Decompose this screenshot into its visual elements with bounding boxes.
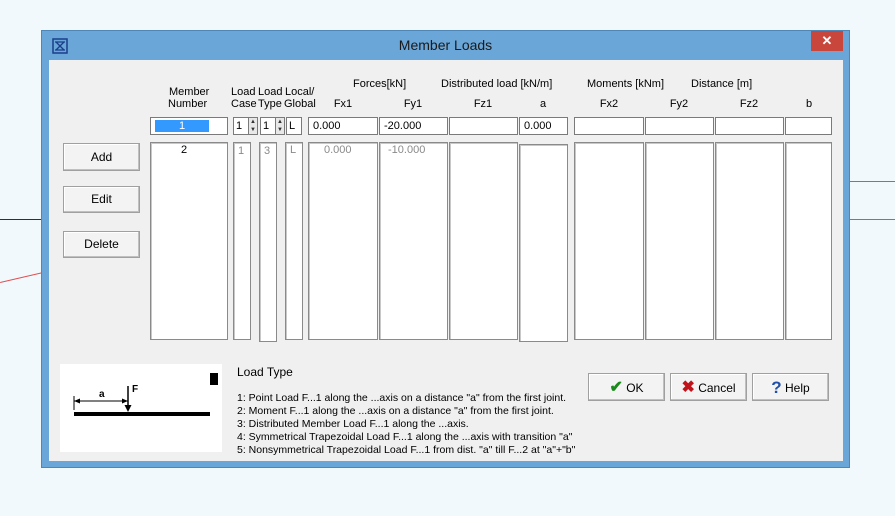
add-button[interactable]: Add: [63, 143, 140, 171]
load-type-line: 5: Nonsymmetrical Trapezoidal Load F...1 from dist. "a" till F...2 at "a"+"b": [237, 444, 576, 456]
load-case-value: 1: [236, 120, 243, 132]
member-number-input[interactable]: [150, 117, 228, 135]
fx2-list[interactable]: [574, 142, 644, 340]
header-type: Type: [258, 98, 282, 110]
header-member: Member: [169, 86, 210, 98]
point-load-diagram: [60, 364, 222, 452]
header-global: Global: [284, 98, 316, 110]
load-type-list[interactable]: [259, 142, 277, 342]
list-item-member[interactable]: 2: [181, 144, 188, 156]
background-line-red-right-2: [850, 219, 895, 220]
header-b: b: [805, 98, 813, 110]
b-list[interactable]: [785, 142, 832, 340]
local-global-list[interactable]: [285, 142, 303, 340]
spin-up-icon[interactable]: ▲: [250, 119, 256, 125]
ok-label: OK: [626, 380, 644, 395]
ok-button[interactable]: [588, 373, 665, 401]
header-distributed: Distributed load [kN/m]: [441, 78, 553, 90]
fx2-input[interactable]: [574, 117, 644, 135]
load-type-line: 1: Point Load F...1 along the ...axis on a distance "a" from the first joint.: [237, 392, 567, 404]
local-global-value: L: [289, 120, 296, 132]
header-fy2: Fy2: [669, 98, 689, 110]
header-case: Case: [231, 98, 257, 110]
fz2-input[interactable]: [715, 117, 784, 135]
header-moments: Moments [kNm]: [587, 78, 665, 90]
list-item-fy1[interactable]: -10.000: [388, 144, 426, 156]
list-item-case[interactable]: 1: [238, 145, 245, 157]
header-fx1: Fx1: [333, 98, 353, 110]
header-local: Local/: [285, 86, 315, 98]
load-type-value: 1: [263, 120, 270, 132]
diagram-label-f: F: [132, 384, 139, 395]
header-load-type-1: Load: [258, 86, 283, 98]
dialog-client-area: [49, 60, 843, 461]
help-label: Help: [785, 380, 810, 395]
diagram-label-a: a: [99, 389, 105, 400]
fy1-input[interactable]: -20.000: [379, 117, 448, 135]
load-type-line: 4: Symmetrical Trapezoidal Load F...1 along the ...axis with transition "a": [237, 431, 573, 443]
header-forces: Forces[kN]: [353, 78, 407, 90]
delete-button[interactable]: Delete: [63, 231, 140, 258]
list-item-fx1[interactable]: 0.000: [324, 144, 352, 156]
fz2-list[interactable]: [715, 142, 784, 340]
list-item-local[interactable]: L: [290, 144, 297, 156]
header-a: a: [539, 98, 547, 110]
load-type-title: Load Type: [237, 365, 293, 379]
spin-down-icon[interactable]: ▼: [277, 127, 283, 133]
question-icon: ?: [771, 377, 782, 397]
fx1-input[interactable]: 0.000: [308, 117, 378, 135]
header-number: Number: [168, 98, 208, 110]
check-icon: ✔: [609, 378, 623, 396]
cancel-label: Cancel: [698, 380, 736, 395]
fz1-input[interactable]: [449, 117, 518, 135]
spin-down-icon[interactable]: ▼: [250, 127, 256, 133]
header-fz1: Fz1: [473, 98, 493, 110]
title-bar: [42, 31, 849, 60]
close-icon: ✕: [821, 33, 833, 48]
b-input[interactable]: [785, 117, 832, 135]
background-line-black: [0, 219, 41, 220]
load-case-list[interactable]: [233, 142, 251, 340]
cancel-button[interactable]: [670, 373, 747, 401]
fy2-list[interactable]: [645, 142, 714, 340]
load-type-spinner[interactable]: [275, 117, 285, 135]
local-global-input[interactable]: [286, 117, 302, 135]
dialog-title: Member Loads: [398, 37, 493, 53]
x-icon: ✖: [681, 378, 695, 396]
header-fy1: Fy1: [403, 98, 423, 110]
edit-button[interactable]: Edit: [63, 186, 140, 213]
fy1-list[interactable]: [379, 142, 448, 340]
a-list[interactable]: [519, 144, 568, 342]
load-diagram: [60, 364, 222, 452]
header-distance: Distance [m]: [691, 78, 753, 90]
fz1-list[interactable]: [449, 142, 518, 340]
list-item-type[interactable]: 3: [264, 145, 271, 157]
load-case-input[interactable]: [233, 117, 249, 135]
spin-up-icon[interactable]: ▲: [277, 119, 283, 125]
member-number-list[interactable]: [150, 142, 228, 340]
a-input[interactable]: 0.000: [519, 117, 568, 135]
load-type-input[interactable]: [260, 117, 276, 135]
close-button[interactable]: [811, 31, 843, 51]
header-load-case-1: Load: [231, 86, 256, 98]
header-fz2: Fz2: [739, 98, 759, 110]
header-fx2: Fx2: [599, 98, 619, 110]
load-case-spinner[interactable]: [248, 117, 258, 135]
fx1-list[interactable]: [308, 142, 378, 340]
background-line-red-right-1: [850, 181, 895, 182]
load-type-line: 2: Moment F...1 along the ...axis on a distance "a" from the first joint.: [237, 405, 554, 417]
member-number-value: 1: [155, 120, 209, 132]
member-loads-dialog: [41, 30, 850, 468]
help-button[interactable]: [752, 373, 829, 401]
fy2-input[interactable]: [645, 117, 714, 135]
load-type-line: 3: Distributed Member Load F...1 along the ...axis.: [237, 418, 469, 430]
background-line-red-left: [0, 273, 41, 283]
